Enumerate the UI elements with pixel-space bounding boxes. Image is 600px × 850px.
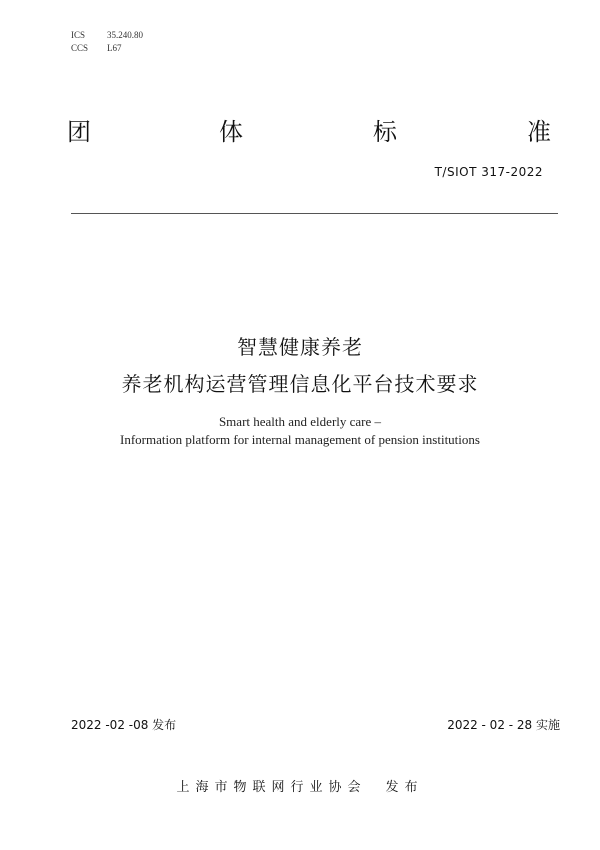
header-divider — [71, 213, 558, 214]
standard-type-char: 标 — [373, 118, 397, 146]
standard-type-char: 团 — [67, 118, 91, 146]
standard-type — [67, 112, 551, 152]
standard-type-char: 准 — [527, 118, 551, 146]
ics-line — [71, 29, 143, 41]
title-en-line1: Smart health and elderly care – — [218, 414, 382, 429]
issue-date: 2022 -02 -08 发布 — [71, 718, 177, 732]
ics-value: 35.240.80 — [107, 30, 143, 40]
ccs-label: CCS — [71, 43, 89, 53]
ccs-line — [71, 42, 122, 54]
title-cn-line2: 养老机构运营管理信息化平台技术要求 — [121, 372, 479, 396]
standard-type-char: 体 — [219, 118, 243, 146]
ccs-value: L67 — [107, 43, 122, 53]
title-cn-line1: 智慧健康养老 — [237, 335, 363, 359]
ics-label: ICS — [71, 30, 86, 40]
publisher: 上海市物联网行业协会 发布 — [176, 780, 424, 795]
effective-date: 2022 - 02 - 28 实施 — [447, 718, 560, 732]
title-en-line2: Information platform for internal management of pension institutions — [120, 432, 480, 447]
standard-number: T/SIOT 317-2022 — [434, 165, 543, 179]
